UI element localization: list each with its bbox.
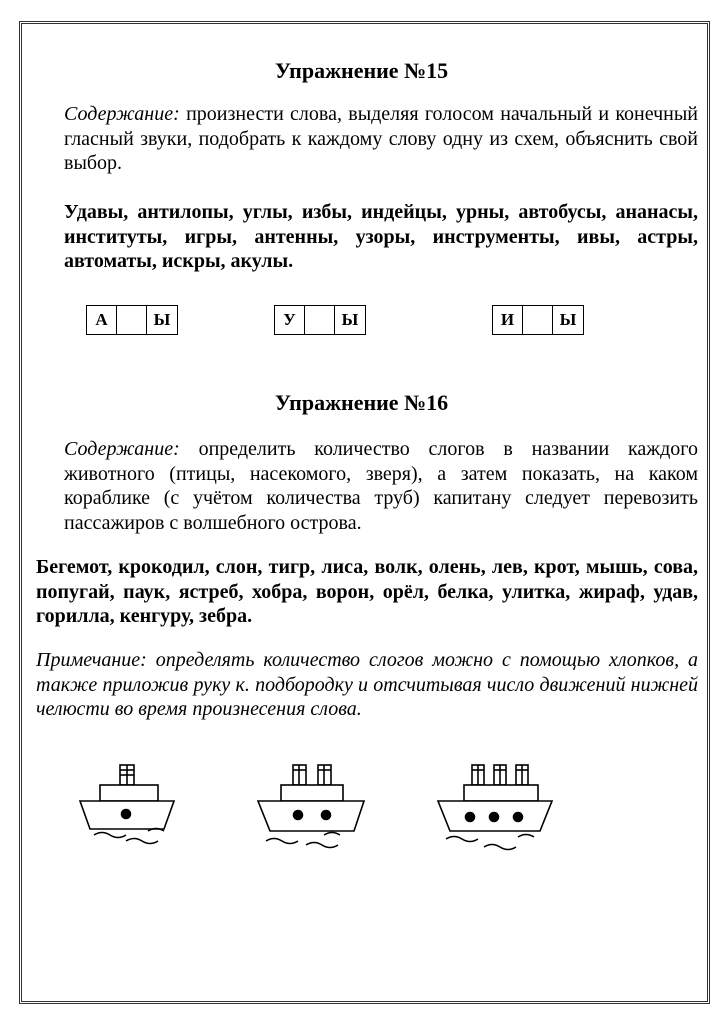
content-text: определить количество слогов в названии каждого животного (птицы, насекомого, зверя), а затем показать, на каком кораблике (с учётом количества труб) капитану следует перевозить пассажиров с волшебного острова. bbox=[64, 438, 698, 534]
scheme-middle bbox=[305, 306, 335, 334]
ship-three-funnels bbox=[438, 765, 552, 850]
scheme-start-vowel: И bbox=[493, 306, 523, 334]
scheme-middle bbox=[117, 306, 147, 334]
content-label: Содержание: bbox=[64, 438, 180, 460]
exercise-16-title: Упражнение №16 bbox=[274, 390, 449, 415]
exercise-15-words: Удавы, антилопы, углы, избы, индейцы, урны, автобусы, ананасы, институты, игры, антенны, узоры, инструменты, ивы, астры, автоматы, искры, акулы. bbox=[64, 201, 698, 272]
ship-one-funnel bbox=[80, 765, 174, 844]
content-label: Содержание: bbox=[64, 103, 180, 125]
scheme-start-vowel: А bbox=[87, 306, 117, 334]
exercise-16-note: Примечание: определять количество слогов можно с помощью хлопков, а также приложив руку к. подбородку и отсчитывая число движений нижней челюсти во время произнесения слова. bbox=[36, 649, 698, 720]
exercise-16-content bbox=[64, 437, 698, 535]
scheme-a-y bbox=[86, 305, 178, 335]
scheme-start-vowel: У bbox=[275, 306, 305, 334]
content-text: произнести слова, выделяя голосом начальный и конечный гласный звуки, подобрать к каждому слову одну из схем, объяснить свой выбор. bbox=[64, 103, 699, 174]
ships-svg bbox=[78, 757, 558, 862]
scheme-end-vowel: Ы bbox=[341, 310, 359, 329]
ships-illustration bbox=[78, 757, 558, 862]
ship-two-funnels bbox=[258, 765, 364, 848]
scheme-end-vowel: Ы bbox=[153, 310, 171, 329]
scheme-u-y bbox=[274, 305, 366, 335]
scheme-middle bbox=[523, 306, 553, 334]
scheme-i-y bbox=[492, 305, 584, 335]
exercise-15-title: Упражнение №15 bbox=[274, 58, 449, 83]
exercise-16-words: Бегемот, крокодил, слон, тигр, лиса, волк, олень, лев, крот, мышь, сова, попугай, паук, ястреб, хобра, ворон, орёл, белка, улитка, жираф, удав, горилла, кенгуру, зебра. bbox=[36, 556, 698, 627]
exercise-15-content bbox=[64, 102, 698, 176]
scheme-end-vowel: Ы bbox=[559, 310, 577, 329]
